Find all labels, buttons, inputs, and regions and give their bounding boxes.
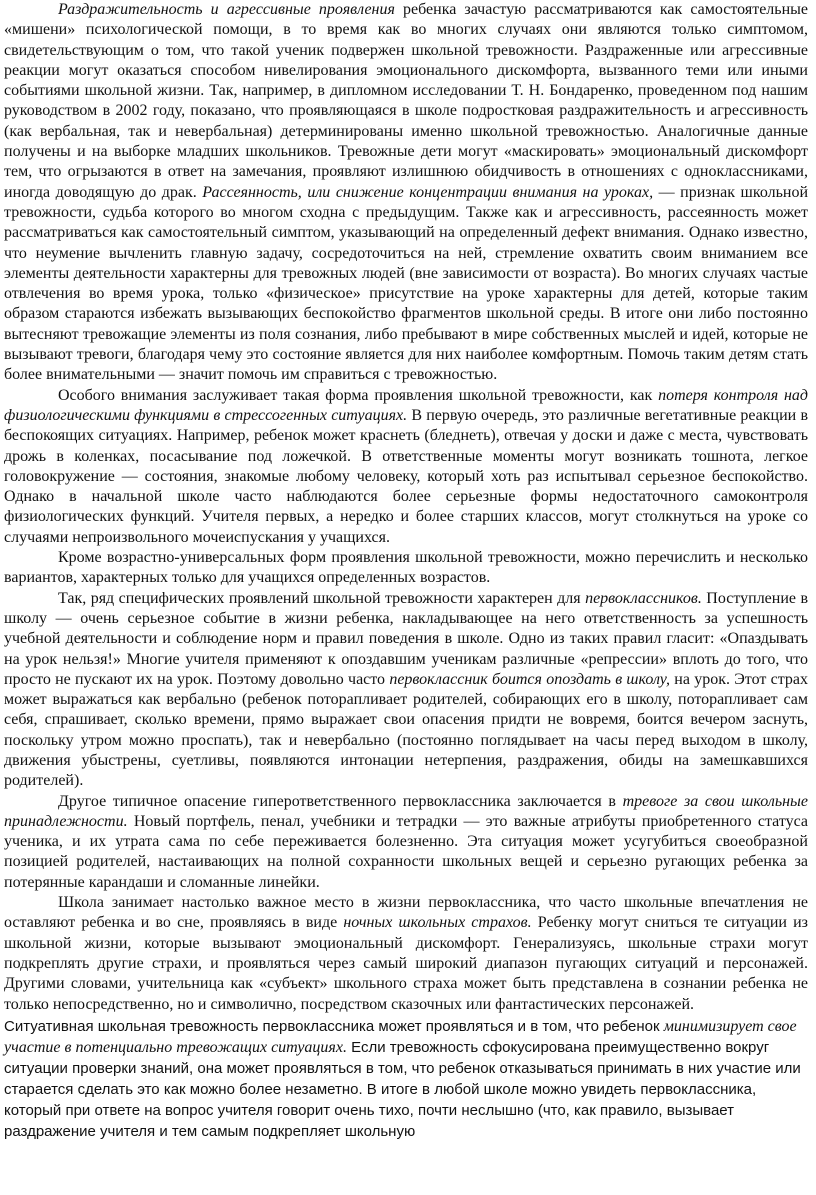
paragraph-minimized-participation <box>4 1016 808 1142</box>
paragraph-text: Ребенку могут сниться те ситуации из школьной жизни, которые вызывают эмоциональный дискомфорт. Генерализуясь, школьные страхи могут подкреплять другие страхи, и проявляться через самый широкий диапазон пугающих ситуаций и персонажей. Другими словами, учительница как «субъект» школьного страха может быть представлена в сознании ребенка не только непосредственно, но и символично, посредством сказочных или фантастических персонажей. <box>4 914 808 1013</box>
paragraph-night-fears <box>4 893 808 1015</box>
paragraph-text: Ситуативная школьная тревожность первоклассника может проявляться и в том, что ребенок <box>4 1017 664 1035</box>
paragraph-text: Школа занимает настолько важное место в жизни первоклассника, что часто школьные впечатления не оставляют ребенка и во сне, проявляясь в виде <box>4 894 808 932</box>
emphasis-text: минимизирует свое участие в потенциально тревожащих ситуациях. <box>4 1017 797 1056</box>
paragraph-text: ребенка зачастую рассматриваются как самостоятельные «мишени» психологической помощи, в то время как во многих случаях они являются только симптомом, свидетельствующим о том, что такой ученик подвержен школьной тревожности. Раздраженные или агрессивные реакции могут оказаться способом нивелирования эмоционального дискомфорта, вызванного теми или иными событиями школьной жизни. Так, например, в дипломном исследовании Т. Н. Бондаренко, проведенном под нашим руководством в 2002 году, показано, что проявляющаяся в школе подростковая раздражительность и агрессивность (как вербальная, так и невербальная) детерминированы именно школьной тревожностью. Аналогичные данные получены и на выборке младших школьников. Тревожные дети могут «маскировать» эмоциональный дискомфорт тем, что огрызаются в ответ на замечания, проявляют излишнюю обидчивость в отношениях с одноклассниками, иногда доводящую до драк. <box>4 1 808 201</box>
emphasis-text: потеря контроля над физиологическими функциями в стрессогенных ситуациях. <box>4 386 809 424</box>
paragraph-school-supplies <box>4 792 808 893</box>
paragraph-age-specific <box>4 548 808 589</box>
emphasis-text: тревоге за свои школьные принадлежности. <box>4 792 808 830</box>
paragraph-text: В первую очередь, это различные вегетативные реакции в беспокоящих ситуациях. Например, ребенок может краснеть (бледнеть), отвечая у доски и даже с места, чувствовать дрожь в коленках, посасывание под ложечкой. В ответственные моменты могут возникать тошнота, легкое головокружение — состояния, знакомые любому человеку, который хоть раз испытывал серьезное беспокойство. Однако в начальной школе часто наблюдаются более серьезные формы недостаточного самоконтроля физиологических функций. Учителя первых, а нередко и более старших классов, могут столкнуться на уроке со случаями непроизвольного мочеиспускания у учащихся. <box>4 406 808 546</box>
emphasis-text: Раздражительность и агрессивные проявления <box>58 1 395 18</box>
emphasis-text: первоклассников. <box>585 589 702 607</box>
paragraph-text: Новый портфель, пенал, учебники и тетрадки — это важные атрибуты приобретенного статуса ученика, и их утрата сама по себе переживается болезненно. Эта ситуация может усугубиться своеобразной позицией родителей, настаивающих на полной сохранности школьных вещей и серьезно ругающих ребенка за потерянные карандаши и сломанные линейки. <box>4 812 808 891</box>
paragraph-text: Другое типичное опасение гиперответственного первоклассника заключается в <box>58 792 623 810</box>
paragraph-irritability <box>4 0 808 386</box>
paragraph-text: Так, ряд специфических проявлений школьной тревожности характерен для <box>58 589 586 607</box>
paragraph-text: Особого внимания заслуживает такая форма проявления школьной тревожности, как <box>58 386 659 404</box>
paragraph-first-graders <box>4 589 808 792</box>
emphasis-text: Рассеянность, или снижение концентрации внимания на уроках, <box>202 183 654 201</box>
emphasis-text: первоклассник боится опоздать в школу, <box>389 670 671 688</box>
paragraph-physiological-control <box>4 386 808 548</box>
emphasis-text: ночных школьных страхов. <box>343 914 532 932</box>
paragraph-text: — признак школьной тревожности, судьба которого во многом сходна с предыдущим. Также как и агрессивность, рассеянность может рассматриваться как самостоятельный симптом, указывающий на определенный дефект внимания. Однако известно, что неумение вычленить главную задачу, сосредоточиться на ней, стремление охватить своим вниманием все элементы деятельности характерны для тревожных людей (вне зависимости от возраста). Во многих случаях частые отвлечения во время урока, только «физическое» присутствие на уроке характерны для детей, которые таким образом стараются избежать вызывающих беспокойство фрагментов школьной среды. В итоге они либо постоянно вытесняют тревожащие элементы из поля сознания, либо пребывают в мире собственных мыслей и идей, которые не вызывают тревоги, благодаря чему это состояние является для них наиболее комфортным. Помочь таким детям стать более внимательными — значит помочь им справиться с тревожностью. <box>4 183 809 384</box>
paragraph-text: Кроме возрастно-универсальных форм проявления школьной тревожности, можно перечислить и несколько вариантов, характерных только для учащихся определенных возрастов. <box>4 549 808 587</box>
paragraph-text: Поступление в школу — очень серьезное событие в жизни ребенка, накладывающее на него ответственность за успешность учебной деятельности и соблюдение норм и правил поведения в школе. Одно из таких правил гласит: «Опаздывать на урок нельзя!» Многие учителя применяют к опоздавшим ученикам различные «репрессии» вплоть до того, что просто не пускают их на урок. Поэтому довольно часто <box>4 589 808 688</box>
paragraph-text: на урок. Этот страх может выражаться как вербально (ребенок поторапливает родителей, собирающих его в школу, поторапливает сам себя, спрашивает, сколько времени, прямо выражает свои опасения придти не вовремя, боится вечером заснуть, поскольку утром можно проспать), так и невербально (постоянно поглядывает на часы перед выходом в школу, движения убыстрены, суетливы, появляются интонации нетерпения, раздражения, обиды на замешкавшихся родителей). <box>4 670 809 790</box>
paragraph-text: Если тревожность сфокусирована преимущественно вокруг ситуации проверки знаний, она может проявляться в том, что ребенок отказываться принимать в них участие или старается сделать это как можно более незаметно. В итоге в любой школе можно увидеть первоклассника, который при ответе на вопрос учителя говорит очень тихо, почти неслышно (что, как правило, вызывает раздражение учителя и тем самым подкрепляет школьную <box>4 1038 801 1140</box>
